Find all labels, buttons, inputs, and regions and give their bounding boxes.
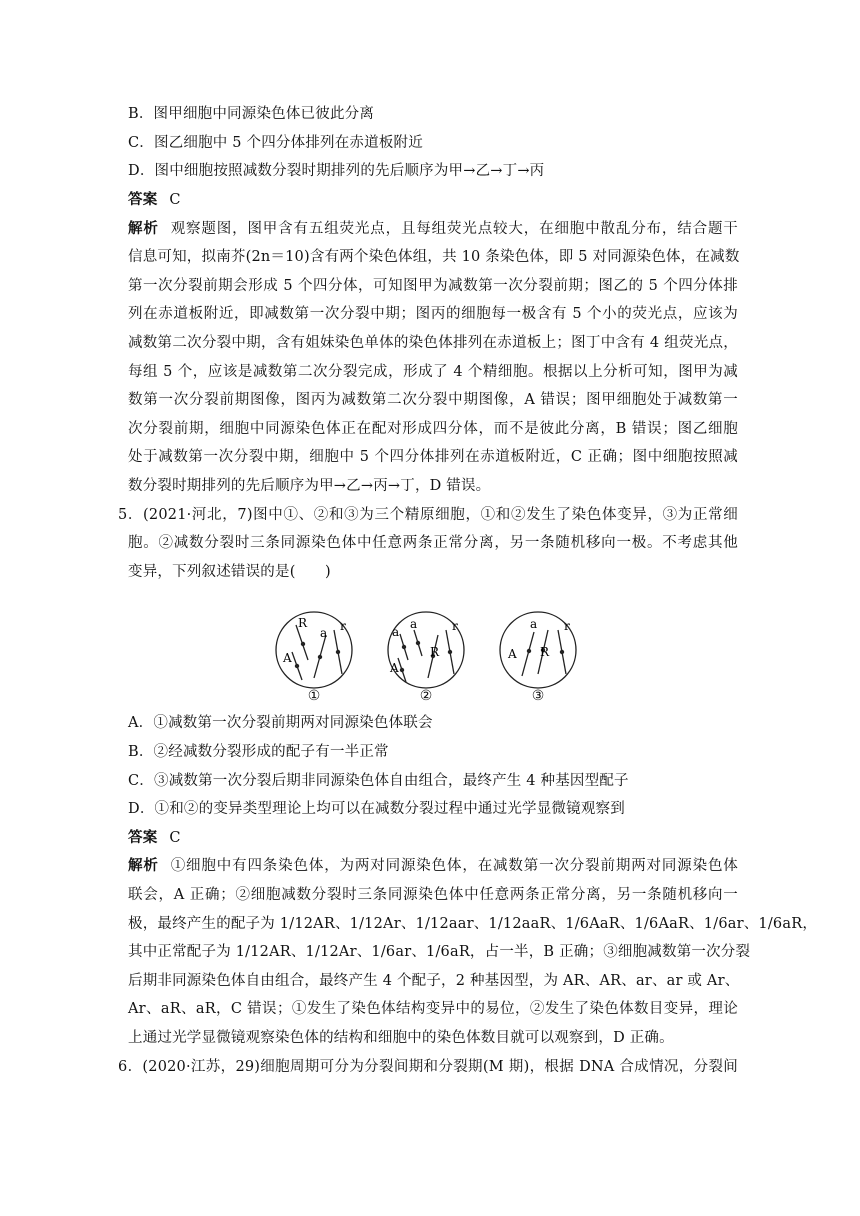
q6-stem-line: 6．(2020·江苏，29)细胞周期可分为分裂间期和分裂期(M 期)，根据 DNA 合成情况，分裂间 [118,1059,738,1075]
q4-analysis-line: 次分裂前期，细胞中同源染色体正在配对形成四分体，而不是彼此分离，B 错误；图乙细胞 [128,421,738,437]
q5-analysis-line: 解析 ①细胞中有四条染色体，为两对同源染色体，在减数第一次分裂前期两对同源染色体 [128,858,738,874]
q5-option-c: C．③减数第一次分裂后期非同源染色体自由组合，最终产生 4 种基因型配子 [128,773,629,789]
cell-3 [500,612,576,688]
q5-analysis-line: Ar、aR、aR，C 错误；①发生了染色体结构变异中的易位，②发生了染色体数目变异，理论 [128,1001,738,1017]
q5-option-d: D．①和②的变异类型理论上均可以在减数分裂过程中通过光学显微镜观察到 [128,801,625,817]
gene-label: A [390,661,399,675]
q4-option-d: D．图中细胞按照减数分裂时期排列的先后顺序为甲→乙→丁→丙 [128,163,545,179]
q5-stem-line: 5．(2021·河北，7)图中①、②和③为三个精原细胞，①和②发生了染色体变异，③为正常细 [118,507,738,523]
q4-analysis-line: 数分裂时期排列的先后顺序为甲→乙→丙→丁，D 错误。 [128,478,491,494]
gene-label: r [340,619,346,633]
q4-analysis-line: 解析 观察题图，图甲含有五组荧光点，且每组荧光点较大，在细胞中散乱分布，结合题干 [128,221,738,237]
cell-3-label: ③ [531,688,545,704]
q5-analysis-line: 上通过光学显微镜观察染色体的结构和细胞中的染色体数目就可以观察到，D 正确。 [128,1030,674,1046]
q5-analysis-line: 其中正常配子为 1/12AR、1/12Ar、1/6ar、1/6aR，占一半，B 正确；③细胞减数第一次分裂 [128,944,751,960]
q5-stem-line: 胞。②减数分裂时三条同源染色体中任意两条正常分离，另一条随机移向一极。不考虑其他 [128,535,738,551]
q4-analysis-line: 数第一次分裂前期图像，图丙为减数第二次分裂中期图像，A 错误；图甲细胞处于减数第一 [128,392,738,408]
q5-stem-line: 变异，下列叙述错误的是( ) [128,564,331,580]
q4-analysis-line: 第一次分裂前期会形成 5 个四分体，可知图甲为减数第一次分裂前期；图乙的 5 个四分体排 [128,278,738,294]
q5-answer [128,825,738,851]
q4-analysis-line: 信息可知，拟南芥(2n＝10)含有两个染色体组，共 10 条染色体，即 5 对同源染色体，在减数 [128,249,740,265]
answer-value: C [169,192,181,208]
q4-analysis-line: 减数第二次分裂中期，含有姐妹染色单体的染色体排列在赤道板上；图丁中含有 4 组荧光点， [128,335,738,351]
answer-label: 答案 [128,192,158,208]
q4-analysis-line: 处于减数第一次分裂中期，细胞中 5 个四分体排列在赤道板附近，C 正确；图中细胞按照减 [128,449,738,465]
gene-label: R [540,645,550,659]
q4-option-b: B．图甲细胞中同源染色体已彼此分离 [128,106,375,122]
q5-analysis-line: 联会，A 正确；②细胞减数分裂时三条同源染色体中任意两条正常分离，另一条随机移向一 [128,887,738,903]
gene-label: R [430,645,440,659]
gene-label: a [530,617,538,631]
answer-label: 答案 [128,830,158,846]
cell-1-label: ① [307,688,321,704]
gene-label: a [410,617,418,631]
answer-value: C [169,830,181,846]
q4-option-c: C．图乙细胞中 5 个四分体排列在赤道板附近 [128,135,423,151]
gene-label: a [320,626,328,640]
q5-analysis-line: 后期非同源染色体自由组合，最终产生 4 个配子，2 种基因型，为 AR、AR、ar、ar 或 Ar、 [128,973,740,989]
analysis-label: 解析 [128,221,159,237]
q4-analysis-line: 列在赤道板附近，即减数第一次分裂中期；图丙的细胞每一极含有 5 个小的荧光点，应该为 [128,306,738,322]
cell-2 [388,612,464,688]
q5-option-a: A．①减数第一次分裂前期两对同源染色体联会 [128,715,433,731]
gene-label: R [298,616,308,630]
cell-1 [276,612,352,688]
analysis-label: 解析 [128,858,159,874]
gene-label: r [564,619,570,633]
cell-2-label: ② [419,688,433,704]
q4-analysis-line: 每组 5 个，应该是减数第二次分裂完成，形成了 4 个精细胞。根据以上分析可知，图甲为减 [128,364,738,380]
gene-label: r [452,619,458,633]
q5-analysis-line: 极，最终产生的配子为 1/12AR、1/12Ar、1/12aar、1/12aaR、1/6AaR、1/6AaR、1/6ar、1/6aR， [128,916,818,932]
gene-label: A [508,647,517,661]
chromosome-figure [274,610,586,710]
q4-answer [128,187,738,213]
gene-label: A [283,651,292,665]
q5-option-b: B．②经减数分裂形成的配子有一半正常 [128,744,389,760]
gene-label: a [392,625,400,639]
